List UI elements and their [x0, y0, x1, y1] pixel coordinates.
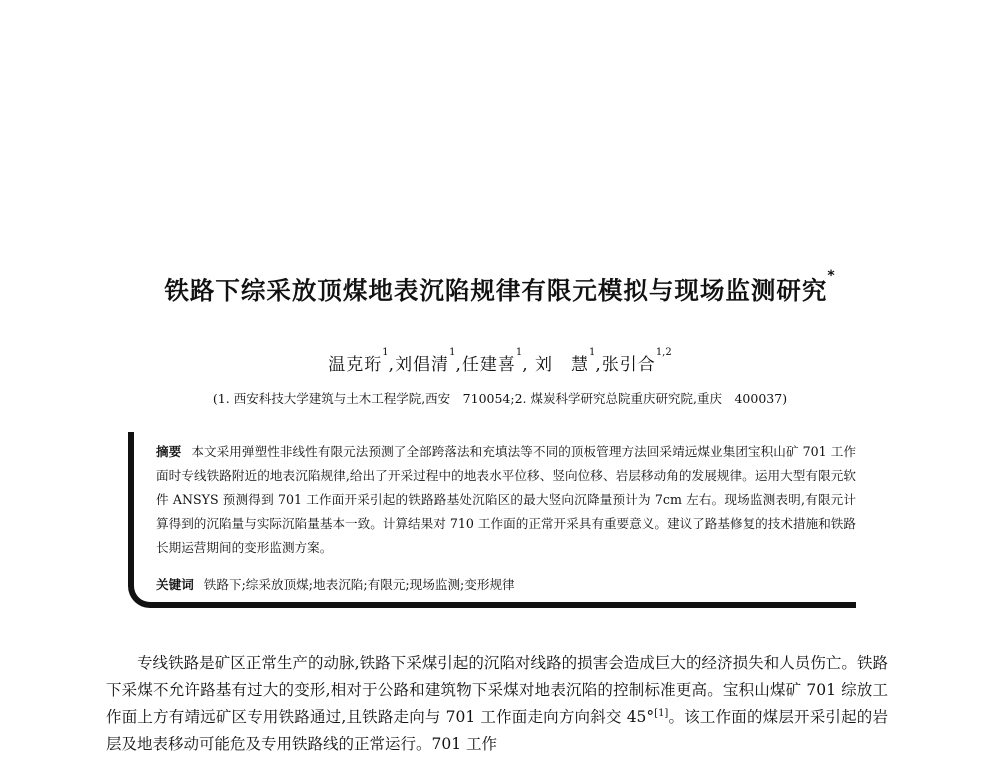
- author-name: 温克珩: [328, 355, 383, 375]
- affiliation-line: (1. 西安科技大学建筑与土木工程学院,西安 710054;2. 煤炭科学研究总院重庆研究院,重庆 400037): [212, 391, 788, 406]
- author-name: 任建喜: [461, 355, 516, 375]
- keywords: [156, 575, 856, 595]
- reference-citation: [1]: [654, 708, 669, 719]
- title-text: 铁路下综采放顶煤地表沉陷规律有限元模拟与现场监测研究: [164, 276, 828, 305]
- abstract: [156, 440, 856, 560]
- author-affiliation-mark: 1: [589, 347, 596, 358]
- keywords-text: 铁路下;综采放顶煤;地表沉陷;有限元;现场监测;变形规律: [203, 577, 515, 592]
- author-list: 温克珩$^1$,刘倡清$^1$,任建喜$^1$, 刘 慧$^1$,张引合$^{1,2}$: [328, 347, 672, 375]
- author-name: 刘 慧: [535, 355, 590, 375]
- body-text-part: 专线铁路是矿区正常生产的动脉,铁路下采煤引起的沉陷对线路的损害会造成巨大的经济损失和人员伤亡。铁路下采煤不允许路基有过大的变形,相对于公路和建筑物下采煤对地表沉陷的控制标准更高。宝积山煤矿 701 综放工作面上方有靖远矿区专用铁路通过,且铁路走向与 701 工作面走向方向斜交 45°: [106, 654, 888, 726]
- abstract-label: 摘要: [156, 444, 182, 459]
- author-name: 张引合: [601, 355, 656, 375]
- body-text-part: 。该工作面的煤层开采引起的岩层及地表移动可能危及专用铁路线的正常运行。701 工作: [106, 708, 888, 753]
- author-name: 刘倡清: [395, 355, 450, 375]
- author-affiliation-mark: 1: [449, 347, 456, 358]
- body-paragraph: [106, 650, 888, 758]
- author-affiliation-mark: 1: [382, 347, 389, 358]
- keywords-label: 关键词: [156, 577, 194, 592]
- author-affiliation-mark: 1,2: [655, 347, 672, 358]
- abstract-text: 本文采用弹塑性非线性有限元法预测了全部跨落法和充填法等不同的顶板管理方法回采靖远煤业集团宝积山矿 701 工作面时专线铁路附近的地表沉陷规律,给出了开采过程中的地表水平位移、竖向位移、岩层移动角的发展规律。运用大型有限元软件 ANSYS 预测得到 701 工作面开采引起的铁路路基处沉陷区的最大竖向沉降量预计为 7cm 左右。现场监测表明,有限元计算得到的沉陷量与实际沉陷量基本一致。计算结果对 710 工作面的正常开采具有重要意义。建议了路基修复的技术措施和铁路长期运营期间的变形监测方案。: [156, 444, 857, 555]
- author-affiliation-mark: 1: [515, 347, 523, 358]
- title-footnote-mark: *: [827, 268, 836, 284]
- paper-title: [0, 268, 1000, 307]
